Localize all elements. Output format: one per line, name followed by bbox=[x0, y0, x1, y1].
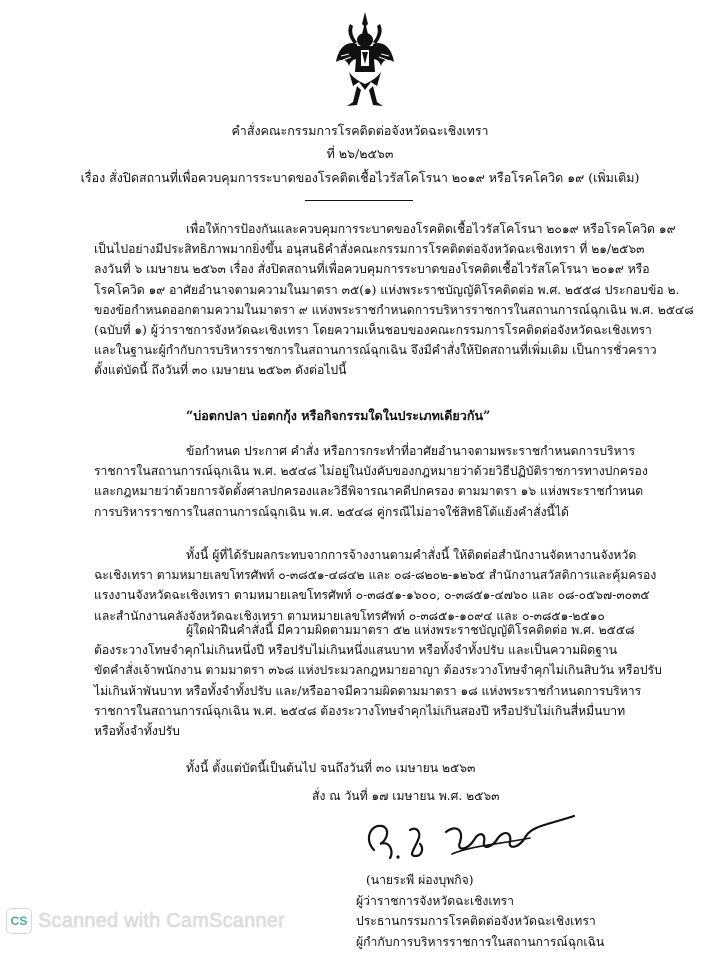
text-line: หรือทั้งจำทั้งปรับ bbox=[94, 724, 180, 739]
text-line: และสำนักงานคลังจังหวัดฉะเชิงเทรา ตามหมายเลขโทรศัพท์ ๐-๓๘๕๑-๑๐๙๔ และ ๐-๓๘๕๑-๒๕๑๐ bbox=[94, 608, 605, 623]
text-line: โรคโควิด ๑๙ อาศัยอำนาจตามความในมาตรา ๓๕(๑) แห่งพระราชบัญญัติโรคติดต่อ พ.ศ. ๒๕๕๘ ประกอบข้อ ๒. bbox=[94, 282, 680, 297]
text-line: ของข้อกำหนดออกตามความในมาตรา ๙ แห่งพระราชกำหนดการบริหารราชการในสถานการณ์ฉุกเฉิน พ.ศ. ๒๕๔๘ bbox=[94, 302, 694, 317]
signatory-name: (นายระพี ผ่องบุพกิจ) bbox=[366, 873, 474, 887]
paragraph-legal-basis bbox=[94, 441, 648, 522]
paragraph-penalties bbox=[94, 620, 662, 741]
text-line: และกฎหมายว่าด้วยการจัดตั้งศาลปกครองและวิธีพิจารณาคดีปกครอง ตามมาตรา ๑๖ แห่งพระราชกำหนด bbox=[94, 484, 644, 499]
garuda-emblem-icon bbox=[335, 10, 395, 110]
text-line: ราชการในสถานการณ์ฉุกเฉิน พ.ศ. ๒๕๔๘ ต้องระวางโทษจำคุกไม่เกินสองปี หรือปรับไม่เกินสี่หมื่นบาท bbox=[94, 703, 626, 718]
text-line: ขัดคำสั่งเจ้าพนักงาน ตามมาตรา ๓๖๘ แห่งประมวลกฎหมายอาญา ต้องระวางโทษจำคุกไม่เกินสิบวัน หรือปรับ bbox=[94, 663, 662, 678]
text-line: ต้องระวางโทษจำคุกไม่เกินหนึ่งปี หรือปรับไม่เกินหนึ่งแสนบาท หรือทั้งจำทั้งปรับ และเป็นความผิดฐาน bbox=[94, 643, 618, 658]
text-line: ลงวันที่ ๖ เมษายน ๒๕๖๓ เรื่อง สั่งปิดสถานที่เพื่อควบคุมการระบาดของโรคติดเชื้อไวรัสโคโรนา ๒๐๑๙ หรือ bbox=[94, 262, 650, 277]
signatory-title: ประธานกรรมการโรคติดต่อจังหวัดฉะเชิงเทรา bbox=[356, 914, 596, 928]
heading-divider bbox=[305, 200, 413, 201]
paragraph-contacts bbox=[94, 545, 656, 626]
closure-item: “บ่อตกปลา บ่อตกกุ้ง หรือกิจกรรมใดในประเภทเดียวกัน” bbox=[186, 408, 491, 423]
signed-date: สั่ง ณ วันที่ ๑๗ เมษายน พ.ศ. ๒๕๖๓ bbox=[312, 789, 500, 803]
text-line: การบริหารราชการในสถานการณ์ฉุกเฉิน พ.ศ. ๒๕๔๘ คู่กรณีไม่อาจใช้สิทธิโต้แย้งคำสั่งนี้ได้ bbox=[94, 504, 569, 519]
text-line: (ฉบับที่ ๑) ผู้ว่าราชการจังหวัดฉะเชิงเทรา โดยความเห็นชอบของคณะกรรมการโรคติดต่อจังหวัดฉะเชิงเทรา bbox=[94, 323, 652, 338]
camscanner-logo-icon: CS bbox=[6, 908, 32, 934]
order-number: ที่ ๒๖/๒๕๖๓ bbox=[326, 146, 394, 161]
signatory-title: ผู้กำกับการบริหารราชการในสถานการณ์ฉุกเฉิน bbox=[356, 934, 605, 949]
camscanner-watermark bbox=[6, 906, 285, 936]
text-line: เป็นไปอย่างมีประสิทธิภาพมากยิ่งขึ้น อนุสนธิคำสั่งคณะกรรมการโรคติดต่อจังหวัดฉะเชิงเทรา ที่ ๒๑/๒๕๖๓ bbox=[94, 242, 645, 257]
text-line: ไม่เกินห้าพันบาท หรือทั้งจำทั้งปรับ และ/หรืออาจมีความผิดตามมาตรา ๑๘ แห่งพระราชกำหนดการบริหาร bbox=[94, 683, 642, 698]
text-line: ทั้งนี้ ผู้ที่ได้รับผลกระทบจากการจ้างงานตามคำสั่งนี้ ให้ติดต่อสำนักงานจัดหางานจังหวัด bbox=[186, 548, 637, 562]
order-subject: เรื่อง สั่งปิดสถานที่เพื่อควบคุมการระบาดของโรคติดเชื้อไวรัสโคโรนา ๒๐๑๙ หรือโรคโควิด ๑๙ (เพิ่มเติม) bbox=[80, 170, 640, 185]
text-line: ฉะเชิงเทรา ตามหมายเลขโทรศัพท์ ๐-๓๘๕๑-๔๘๔๒ และ ๐๘-๘๒๐๒-๑๒๖๕ สำนักงานสวัสดิการและคุ้มครอง bbox=[94, 568, 657, 583]
text-line: ข้อกำหนด ประกาศ คำสั่ง หรือการกระทำที่อาศัยอำนาจตามพระราชกำหนดการบริหาร bbox=[186, 444, 636, 458]
text-line: แรงงานจังหวัดฉะเชิงเทรา ตามหมายเลขโทรศัพท์ ๐-๓๘๕๑-๑๖๐๐, ๐-๓๘๕๑-๔๗๖๐ และ ๐๘-๐๕๖๗-๓๐๓๕ bbox=[94, 588, 650, 603]
text-line: ราชการในสถานการณ์ฉุกเฉิน พ.ศ. ๒๕๔๘ ไม่อยู่ในบังคับของกฎหมายว่าด้วยวิธีปฏิบัติราชการทางปกครอง bbox=[94, 464, 648, 479]
signatory-block bbox=[300, 870, 700, 952]
watermark-text: Scanned with CamScanner bbox=[38, 909, 285, 932]
text-line: ตั้งแต่บัดนี้ ถึงวันที่ ๓๐ เมษายน ๒๕๖๓ ดังต่อไปนี้ bbox=[94, 363, 347, 378]
paragraph-preamble bbox=[94, 219, 694, 381]
signatory-title: ผู้ว่าราชการจังหวัดฉะเชิงเทรา bbox=[356, 893, 514, 908]
effective-period: ทั้งนี้ ตั้งแต่บัดนี้เป็นต้นไป จนถึงวันที่ ๓๐ เมษายน ๒๕๖๓ bbox=[186, 761, 476, 775]
text-line: เพื่อให้การป้องกันและควบคุมการระบาดของโรคติดเชื้อไวรัสโคโรนา ๒๐๑๙ หรือโรคโควิด ๑๙ bbox=[186, 222, 676, 236]
order-issuer: คำสั่งคณะกรรมการโรคติดต่อจังหวัดฉะเชิงเทรา bbox=[231, 123, 489, 138]
text-line: ผู้ใดฝ่าฝืนคำสั่งนี้ มีความผิดตามมาตรา ๕๒ แห่งพระราชบัญญัติโรคติดต่อ พ.ศ. ๒๕๕๘ bbox=[186, 623, 635, 637]
text-line: และในฐานะผู้กำกับการบริหารราชการในสถานการณ์ฉุกเฉิน จึงมีคำสั่งให้ปิดสถานที่เพิ่มเติม เป็นการชั่วคราว bbox=[94, 343, 657, 358]
